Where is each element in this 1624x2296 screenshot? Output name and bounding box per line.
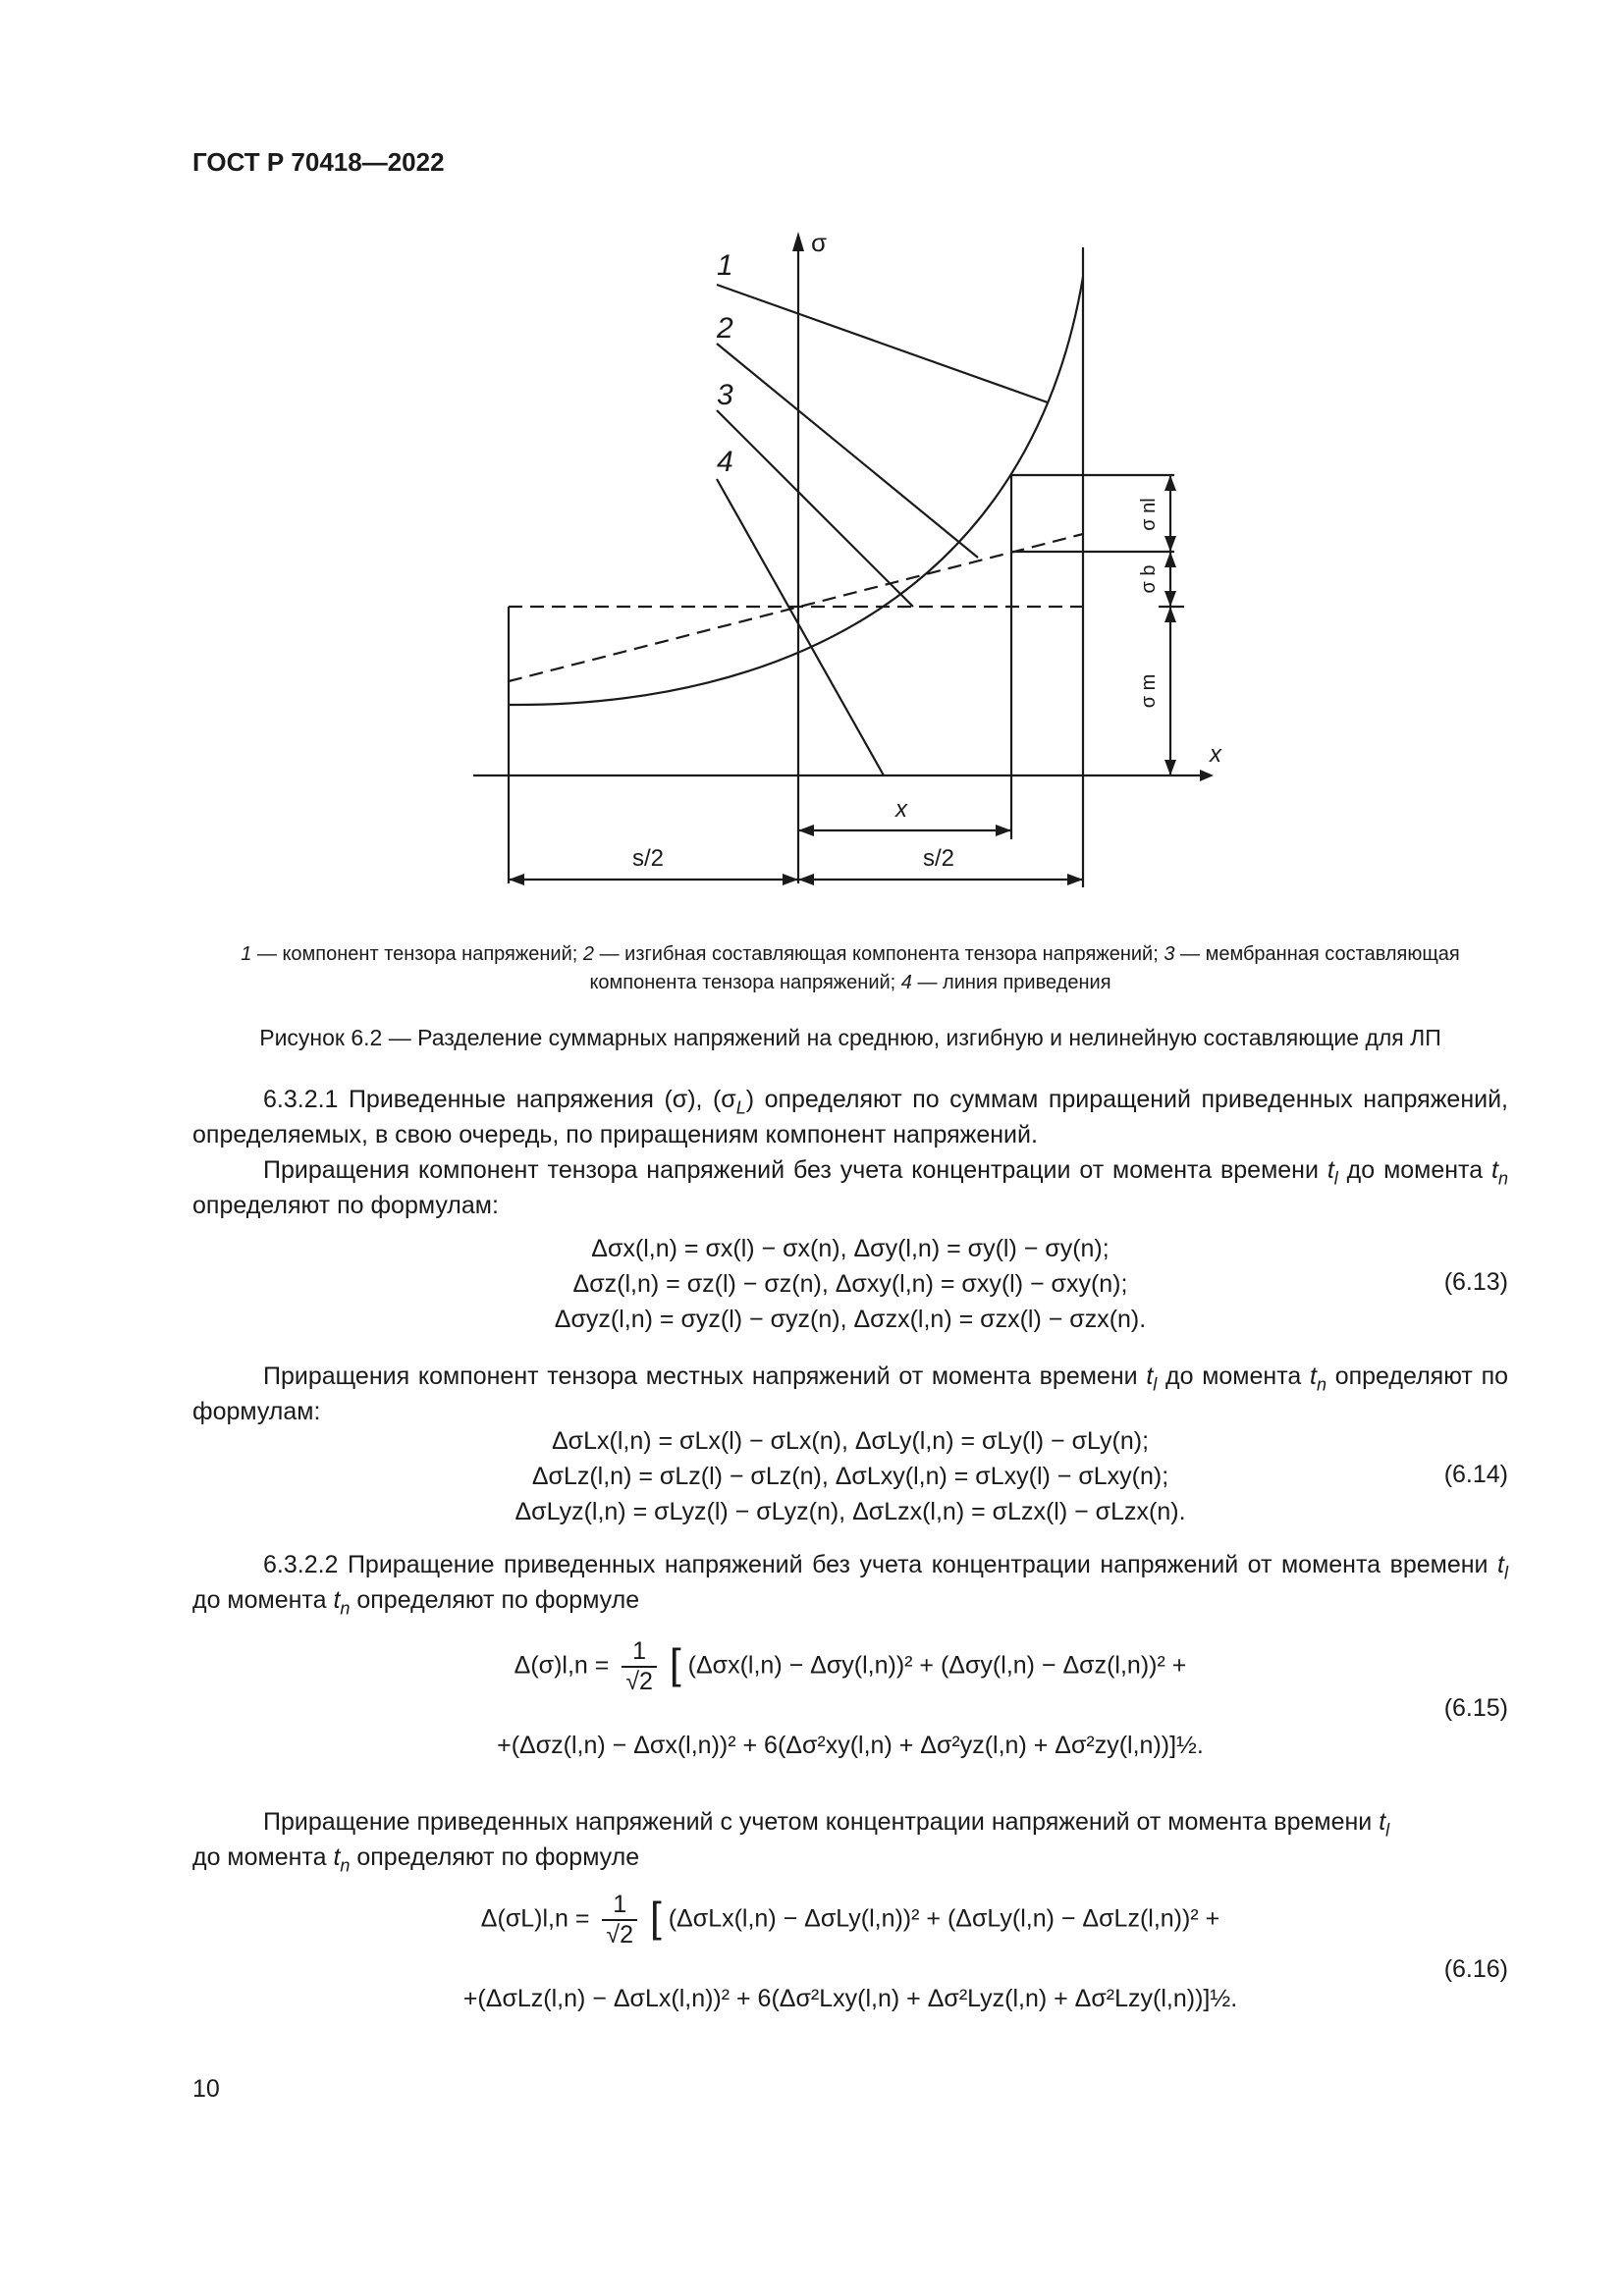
label-3: 3 <box>717 379 733 411</box>
dim-s2-right: s/2 <box>923 845 955 872</box>
sigma-m-label: σ m <box>1138 673 1160 709</box>
dim-x-label: x <box>895 796 907 823</box>
equation-number: (6.14) <box>1443 1461 1508 1488</box>
label-1: 1 <box>717 249 733 282</box>
paragraph-local-increments: Приращения компонент тензора местных напряжений от момента времени $t_l$ до момента $t_n$ определяют по формулам: <box>192 1362 1509 1425</box>
paragraph-6-3-2-1: 6.3.2.1 Приведенные напряжения (σ), $(\sigma_L)$ определяют по суммам приращений приведенных напряжений, определяемых, в свою очередь, по приращениям компонент напряжений. <box>192 1086 1508 1148</box>
axis-sigma-label: σ <box>811 228 828 257</box>
sigma-b-label: σ b <box>1138 564 1160 594</box>
stress-figure <box>0 0 1624 923</box>
axis-x-label: x <box>1210 741 1221 768</box>
paragraph-concentration: Приращение приведенных напряжений с учетом концентрации напряжений от момента времени $t_l$ до момента $t_n$ определяют по формуле <box>192 1808 1390 1876</box>
equation-number: (6.13) <box>1443 1268 1508 1296</box>
paragraph-6-3-2-2: 6.3.2.2 Приращение приведенных напряжений без учета концентрации напряжений от момента времени $t_l$ до момента $t_n$ определяют по формуле <box>192 1551 1508 1619</box>
page-number: 10 <box>192 2075 220 2103</box>
equation-6-13: Δσx(l,n) = σx(l) − σx(n), Δσy(l,n) = σy(l) − σy(n); Δσz(l,n) = σz(l) − σz(n), Δσxy(l,n) = σxy(l) − σxy(n); Δσyz(l,n) = σyz(l) − σyz(n), Δσzx(l,n) = σzx(l) − σzx(n). (6.13) <box>554 1235 1508 1333</box>
sigma-nl-label: σ nl <box>1138 498 1160 531</box>
figure-caption: Рисунок 6.2 — Разделение суммарных напряжений на среднюю, изгибную и нелинейную составляющие для ЛП <box>259 1025 1441 1050</box>
equation-number: (6.16) <box>1443 1955 1508 1983</box>
equation-6-15: Δ(σ)l,n = $\frac{1}{√2}$ [ (Δσx(l,n) − Δσy(l,n))² + (Δσy(l,n) − Δσz(l,n))² + +(Δσz(l,n) − Δσx(l,n))² + 6(Δσ²xy(l,n) + Δσ²yz(l,n) + Δσ²zy(l,n))]½. (6.15) <box>497 1637 1508 1759</box>
equation-6-14: ΔσLx(l,n) = σLx(l) − σLx(n), ΔσLy(l,n) = σLy(l) − σLy(n); ΔσLz(l,n) = σLz(l) − σLz(n), ΔσLxy(l,n) = σLxy(l) − σLxy(n); ΔσLyz(l,n) = σLyz(l) − σLyz(n), ΔσLzx(l,n) = σLzx(l) − σLzx(n). (6.14) <box>514 1427 1508 1525</box>
paragraph-increments: Приращения компонент тензора напряжений без учета концентрации от момента времени $t_l$ до момента $t_n$ определяют по формулам: <box>192 1156 1508 1219</box>
document-header: ГОСТ Р 70418—2022 <box>192 147 445 177</box>
figure-legend: 1 — компонент тензора напряжений; 2 — изгибная составляющая компонента тензора напряжений; 3 — мембранная составляющая компонента тензора напряжений; 4 — линия приведения <box>241 943 1460 993</box>
equation-6-16: Δ(σL)l,n = $\frac{1}{√2}$ [ (ΔσLx(l,n) − ΔσLy(l,n))² + (ΔσLy(l,n) − ΔσLz(l,n))² + +(ΔσLz(l,n) − ΔσLx(l,n))² + 6(Δσ²Lxy(l,n) + Δσ²Lyz(l,n) + Δσ²Lzy(l,n))]½. (6.16) <box>462 1891 1508 2012</box>
equation-number: (6.15) <box>1443 1694 1508 1722</box>
dim-s2-left: s/2 <box>632 845 665 872</box>
label-4: 4 <box>717 446 733 478</box>
label-2: 2 <box>717 312 733 345</box>
